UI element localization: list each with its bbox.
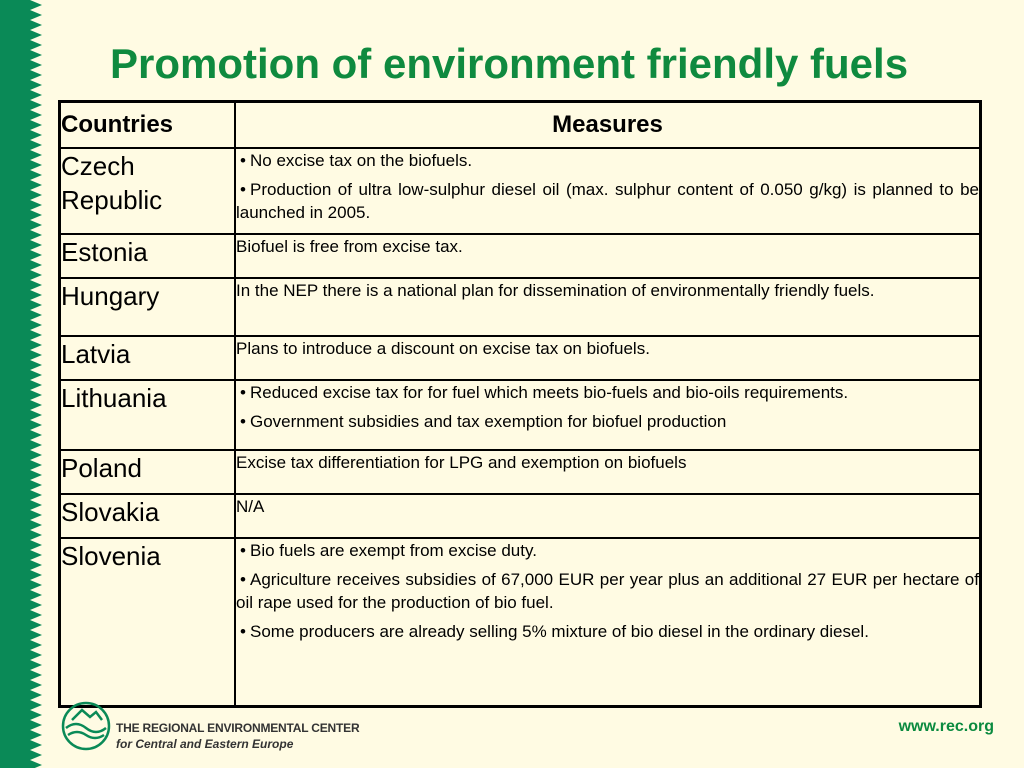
measure-text: Reduced excise tax for for fuel which meets bio-fuels and bio-oils requirements. xyxy=(250,383,849,402)
country-cell: Poland xyxy=(60,450,236,494)
measure-item xyxy=(236,451,979,474)
fuels-table xyxy=(58,100,982,708)
measure-item xyxy=(236,178,979,224)
measure-item xyxy=(236,279,979,302)
bullet-icon: • xyxy=(240,570,246,589)
org-line-2: for Central and Eastern Europe xyxy=(116,737,294,751)
measures-cell xyxy=(235,148,981,234)
measure-item xyxy=(236,149,979,172)
measure-text: In the NEP there is a national plan for dissemination of environmentally friendly fuels. xyxy=(236,281,875,300)
bullet-icon: • xyxy=(240,541,246,560)
country-cell: Estonia xyxy=(60,234,236,278)
country-cell: Czech Republic xyxy=(60,148,236,234)
table-row xyxy=(60,538,981,706)
table-row xyxy=(60,278,981,336)
country-cell: Hungary xyxy=(60,278,236,336)
measures-cell xyxy=(235,380,981,450)
bullet-icon: • xyxy=(240,180,246,199)
country-cell: Lithuania xyxy=(60,380,236,450)
measure-text: Government subsidies and tax exemption for biofuel production xyxy=(250,412,727,431)
measure-item xyxy=(236,337,979,360)
bullet-icon: • xyxy=(240,151,246,170)
measure-item xyxy=(236,568,979,614)
measures-cell xyxy=(235,538,981,706)
measures-cell xyxy=(235,234,981,278)
measure-text: N/A xyxy=(236,497,265,516)
table-row xyxy=(60,494,981,538)
table-row xyxy=(60,380,981,450)
measures-cell xyxy=(235,278,981,336)
website-link[interactable]: www.rec.org xyxy=(898,718,994,735)
measure-text: Some producers are already selling 5% mixture of bio diesel in the ordinary diesel. xyxy=(250,622,869,641)
measure-text: Bio fuels are exempt from excise duty. xyxy=(250,541,537,560)
measure-item xyxy=(236,381,979,404)
header-countries: Countries xyxy=(60,102,236,149)
table-body xyxy=(60,148,981,706)
measures-cell xyxy=(235,450,981,494)
measures-cell xyxy=(235,494,981,538)
measure-text: Production of ultra low-sulphur diesel oil (max. sulphur content of 0.050 g/kg) is planned to be launched in 2005. xyxy=(236,180,979,222)
header-measures: Measures xyxy=(235,102,981,149)
table-row xyxy=(60,148,981,234)
measure-item xyxy=(236,620,979,643)
table-row xyxy=(60,234,981,278)
measure-item xyxy=(236,539,979,562)
table-row xyxy=(60,450,981,494)
rec-logo-icon xyxy=(60,700,112,752)
country-cell: Latvia xyxy=(60,336,236,380)
table-header-row xyxy=(60,102,981,149)
page-title: Promotion of environment friendly fuels xyxy=(110,40,909,87)
country-cell: Slovenia xyxy=(60,538,236,706)
zigzag-edge xyxy=(30,0,42,768)
org-line-1: THE REGIONAL ENVIRONMENTAL CENTER xyxy=(116,721,360,735)
measure-item xyxy=(236,495,979,518)
measure-text: Excise tax differentiation for LPG and exemption on biofuels xyxy=(236,453,687,472)
measures-cell xyxy=(235,336,981,380)
table-row xyxy=(60,336,981,380)
country-cell: Slovakia xyxy=(60,494,236,538)
measure-text: Plans to introduce a discount on excise tax on biofuels. xyxy=(236,339,650,358)
measure-text: Agriculture receives subsidies of 67,000 EUR per year plus an additional 27 EUR per hectare of oil rape used for the production of bio fuel. xyxy=(236,570,979,612)
measure-item xyxy=(236,410,979,433)
organization-name xyxy=(116,720,359,752)
bullet-icon: • xyxy=(240,622,246,641)
measure-item xyxy=(236,235,979,258)
measure-text: Biofuel is free from excise tax. xyxy=(236,237,463,256)
measure-text: No excise tax on the biofuels. xyxy=(250,151,473,170)
bullet-icon: • xyxy=(240,412,246,431)
bullet-icon: • xyxy=(240,383,246,402)
